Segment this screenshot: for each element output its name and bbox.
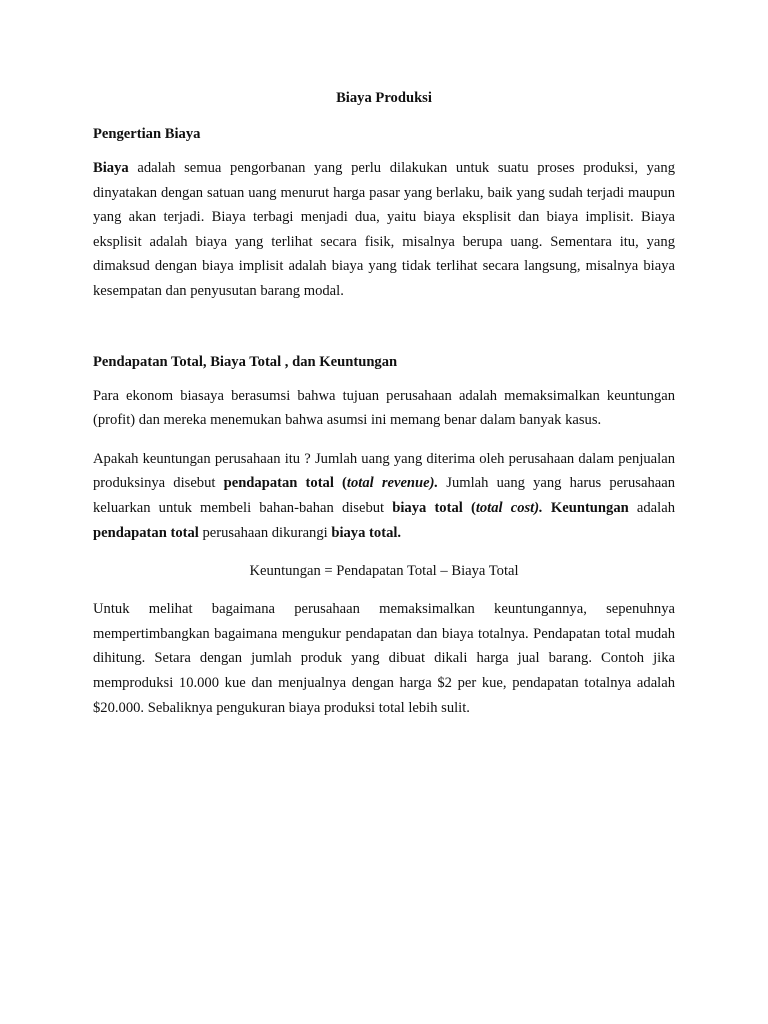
italic-term: total cost).: [475, 499, 543, 516]
formula: Keuntungan = Pendapatan Total – Biaya Total: [249, 563, 519, 580]
text: Jumlah uang yang harus perusahaan keluarkan untuk membeli bahan-bahan disebut: [93, 475, 675, 516]
text: adalah: [628, 499, 675, 516]
paragraph-measurement: Untuk melihat bagaimana perusahaan memaksimalkan keuntungannya, sepenuhnya mempertimbangkan bagaimana mengukur pendapatan dan biaya totalnya. Pendapatan total mudah dihitung. Setara dengan jumlah produk yang dibuat dikali harga jual barang. Contoh jika memproduksi 10.000 kue dan menjualnya dengan harga $2 per kue, pendapatan totalnya adalah $20.000. Sebaliknya pengukuran biaya produksi total lebih sulit.: [93, 601, 675, 716]
paragraph-text: adalah semua pengorbanan yang perlu dilakukan untuk suatu proses produksi, yang dinyatakan dengan satuan uang menurut harga pasar yang berlaku, baik yang sudah terjadi maupun yang akan terjadi. Biaya terbagi menjadi dua, yaitu biaya eksplisit dan biaya implisit. Biaya eksplisit adalah biaya yang terlihat secara fisik, misalnya berupa uang. Sementara itu, yang dimaksud dengan biaya implisit adalah biaya yang tidak terlihat secara langsung, misalnya biaya kesempatan dan penyusutan barang modal.: [93, 160, 675, 299]
section-heading-pendapatan: Pendapatan Total, Biaya Total , dan Keuntungan: [93, 353, 398, 370]
bold-term: biaya total (: [392, 499, 476, 516]
bold-term: Keuntungan: [550, 499, 629, 516]
paragraph-profit: [93, 447, 675, 545]
document-title: Biaya Produksi: [336, 90, 432, 106]
section-heading-pengertian-biaya: Pengertian Biaya: [93, 126, 201, 142]
text: perusahaan dikurangi: [198, 524, 332, 541]
paragraph-assumption: Para ekonom biasaya berasumsi bahwa tujuan perusahaan adalah memaksimalkan keuntungan (profit) dan mereka menemukan bahwa asumsi ini memang benar dalam banyak kasus.: [93, 387, 675, 429]
paragraph-definition: [93, 156, 675, 304]
bold-term: biaya total.: [331, 524, 402, 541]
bold-term: Biaya: [93, 160, 129, 176]
text: Apakah keuntungan perusahaan itu ? Jumlah uang yang diterima oleh perusahaan dalam penjualan produksinya disebut: [93, 450, 675, 492]
document-page: [93, 88, 675, 734]
bold-term: pendapatan total (: [223, 475, 347, 492]
bold-term: pendapatan total: [93, 524, 199, 541]
italic-term: total revenue).: [346, 475, 439, 492]
